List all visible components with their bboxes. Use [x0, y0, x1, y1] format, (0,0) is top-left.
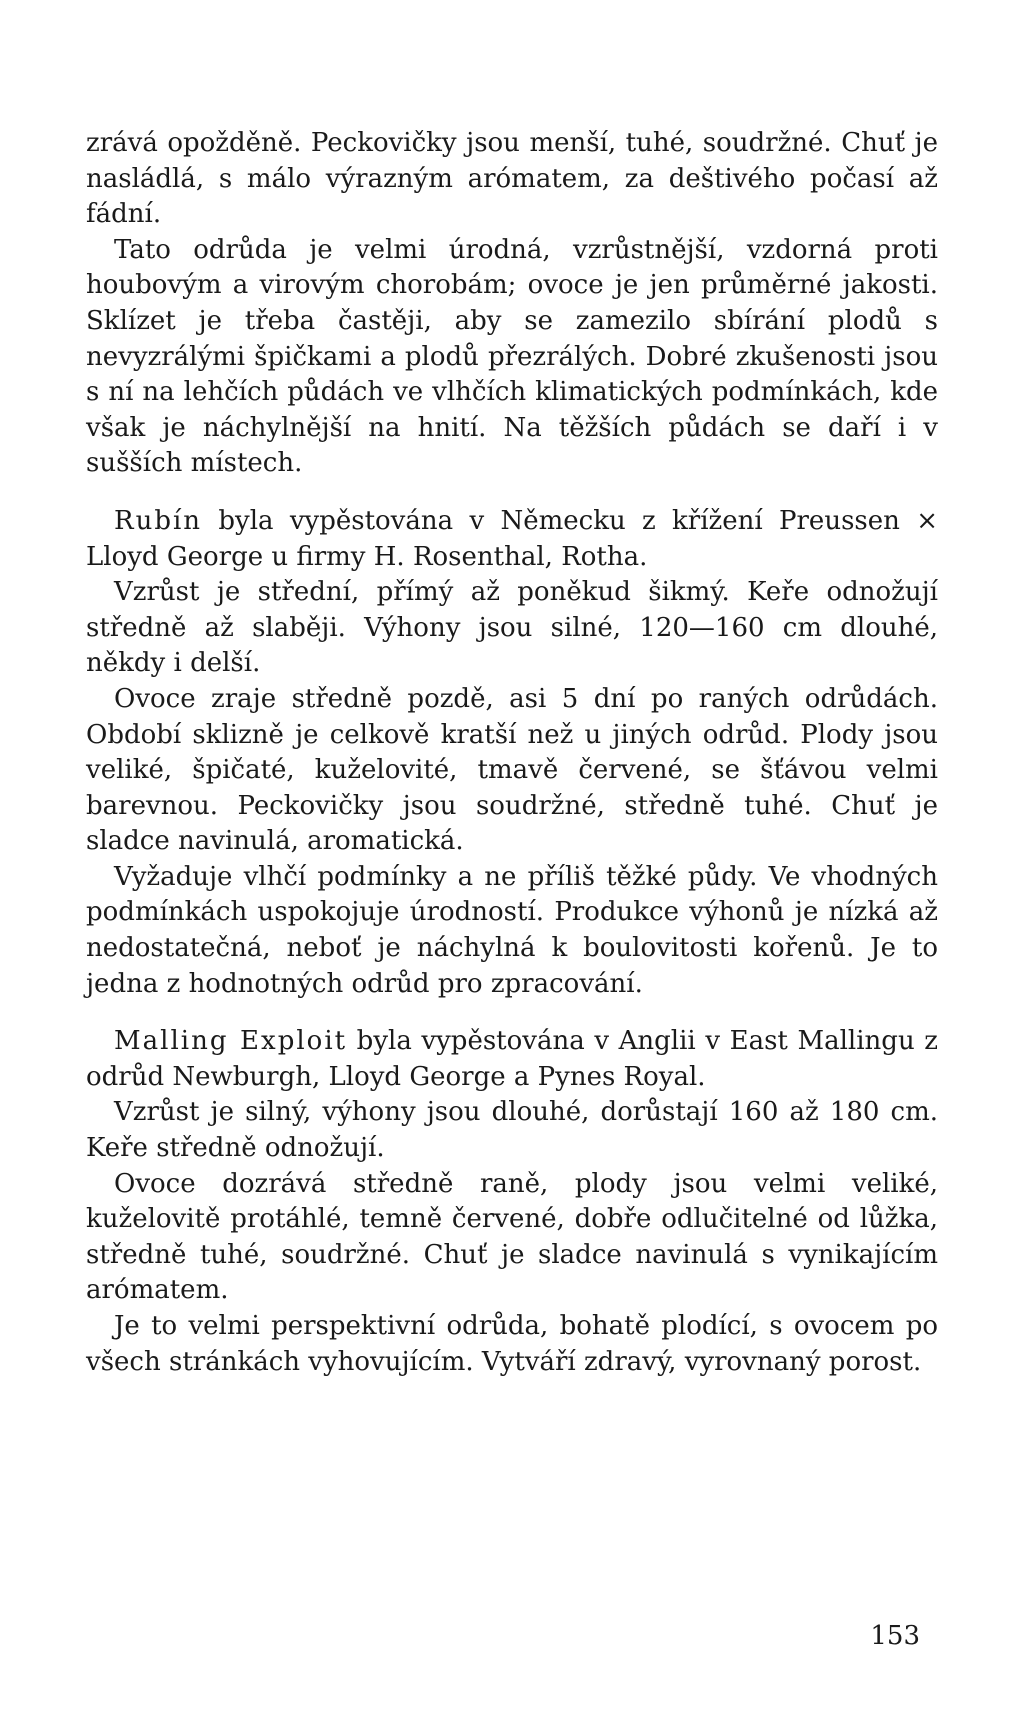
- paragraph: Ovoce zraje středně pozdě, asi 5 dní po raných odrůdách. Období sklizně je celkově kratší než u jiných odrůd. Plody jsou veliké, špičaté, kuželovité, tmavě červené, se šťávou velmi barevnou. Peckovičky jsou soudržné, středně tuhé. Chuť je sladce navinulá, aromatická.: [86, 683, 938, 857]
- page-number: 153: [870, 1621, 920, 1651]
- variety-intro-paragraph: [86, 1024, 938, 1095]
- paragraph: zrává opožděně. Peckovičky jsou menší, tuhé, soudržné. Chuť je nasládlá, s málo výrazným arómatem, za deštivého počasí až fádní.: [86, 128, 938, 230]
- paragraph: Ovoce dozrává středně raně, plody jsou velmi veliké, kuželovitě protáhlé, temně červené, dobře odlučitelné od lůžka, středně tuhé, soudržné. Chuť je sladce navinulá s vynikajícím arómatem.: [86, 1168, 938, 1306]
- section-continued-variety: [86, 126, 938, 482]
- paragraph: Tato odrůda je velmi úrodná, vzrůstnější, vzdorná proti houbovým a virovým chorobám; ovoce je jen průměrné jakosti. Sklízet je třeba častěji, aby se zamezilo sbírání plodů s nevyzrálými špičkami a plodů přezrálých. Dobré zkušenosti jsou s ní na lehčích půdách ve vlhčích klimatických podmínkách, kde však je náchylnější na hnití. Na těžších půdách se daří i v sušších místech.: [86, 234, 938, 479]
- variety-intro-paragraph: [86, 504, 938, 575]
- variety-intro-text: byla vypěstována v Německu z křížení Preussen × Lloyd George u firmy H. Rosenthal, Rotha.: [86, 505, 938, 572]
- variety-name: Malling Exploit: [114, 1026, 348, 1057]
- section-malling-exploit: [86, 1024, 938, 1380]
- variety-name: Rubín: [114, 505, 203, 536]
- paragraph: Vzrůst je silný, výhony jsou dlouhé, dorůstají 160 až 180 cm. Keře středně odnožují.: [86, 1097, 938, 1164]
- variety-intro-text: byla vypěstována v Anglii v East Mallingu z odrůd Newburgh, Lloyd George a Pynes Royal.: [86, 1026, 938, 1092]
- paragraph: Vyžaduje vlhčí podmínky a ne příliš těžké půdy. Ve vhodných podmínkách uspokojuje úrodností. Produkce výhonů je nízká až nedostatečná, neboť je náchylná k boulovitosti kořenů. Je to jedna z hodnotných odrůd pro zpracování.: [86, 861, 938, 999]
- page-text: [86, 126, 938, 1380]
- paragraph: Je to velmi perspektivní odrůda, bohatě plodící, s ovocem po všech stránkách vyhovujícím. Vytváří zdravý, vyrovnaný porost.: [86, 1311, 938, 1377]
- section-rubin: [86, 504, 938, 1002]
- paragraph: Vzrůst je střední, přímý až poněkud šikmý. Keře odnožují středně až slaběji. Výhony jsou silné, 120—160 cm dlouhé, někdy i delší.: [86, 577, 938, 679]
